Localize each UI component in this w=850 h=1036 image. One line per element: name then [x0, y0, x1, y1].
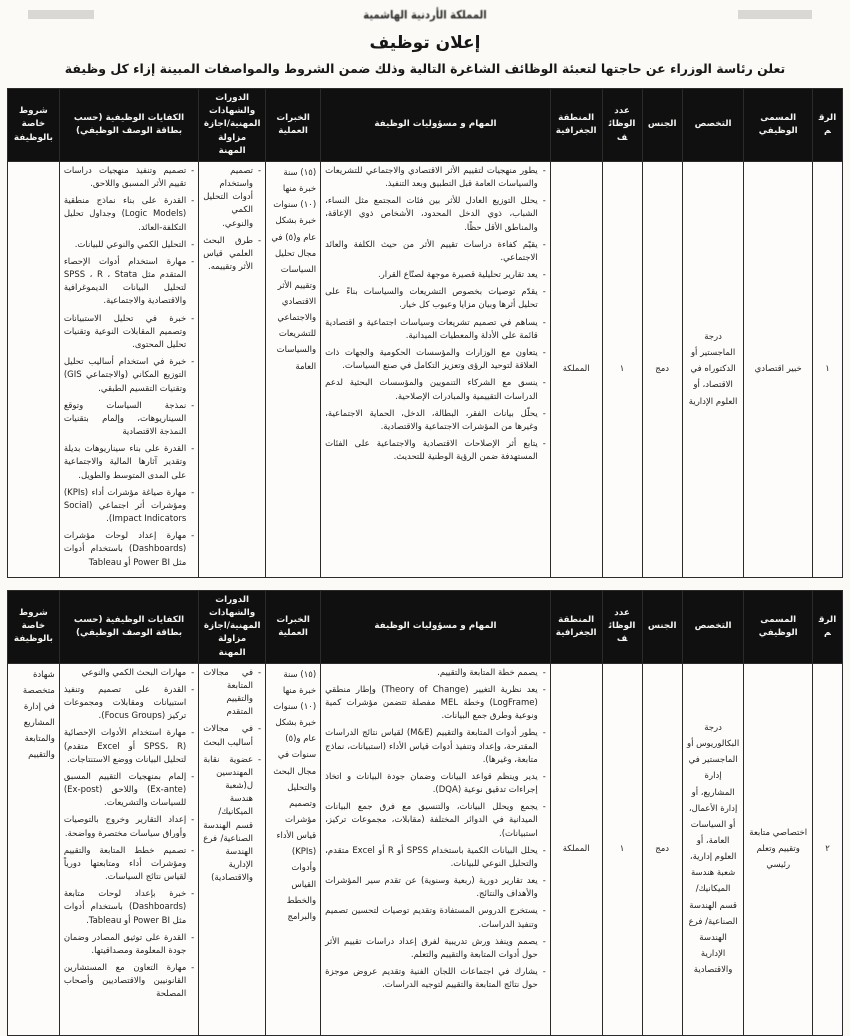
- page-title: إعلان توظيف: [369, 33, 481, 53]
- cell-region: المملكة: [550, 161, 602, 577]
- bullet-item: - إلمام بمنهجيات التقييم المسبق (Ex-ante) واللاحق (Ex-post) للسياسات والتشريعات.: [64, 771, 194, 811]
- header-competencies: الكفايات الوظيفية (حسب بطاقة الوصف الوظيفي): [59, 590, 198, 663]
- table-row: [8, 663, 843, 1035]
- bullet-item: - ينسق مع الشركاء التنمويين والمؤسسات البحثية لدعم الدراسات التقييمية والمبادرات الإصلاحية.: [325, 377, 546, 403]
- header-vacancies: عدد الوظائف: [602, 89, 642, 162]
- royal-emblem-text: المملكة الأردنية الهاشمية: [363, 9, 487, 22]
- bullet-item: - في مجالات المتابعة والتقييم المتقدم: [203, 667, 261, 720]
- bullet-item: - مهارة استخدام أدوات الإحصاء المتقدم مثل SPSS ، R ، Stata لتحليل البيانات الديموغرافية والاقتصادية والاجتماعية.: [64, 256, 194, 309]
- bullet-item: - يدير وينظم قواعد البيانات وضمان جودة البيانات و اتخاذ إجراءات تدقيق نوعية (DQA).: [325, 771, 546, 797]
- bullet-item: - يستخرج الدروس المستفادة وتقديم توصيات لتحسين تصميم وتنفيذ الدراسات.: [325, 905, 546, 931]
- cell-special-conditions: [8, 161, 60, 577]
- cell-vacancies: ١: [602, 161, 642, 577]
- header-specialization: التخصص: [682, 89, 744, 162]
- table-1-header-row: [8, 89, 843, 162]
- bullet-item: - يعد نظرية التغيير (Theory of Change) وإطار منطقي (LogFrame) وخطة MEL مفصلة تتضمن مؤشرات كمية ونوعية وطرق جمع البيانات.: [325, 684, 546, 724]
- table-2-header-row: [8, 590, 843, 663]
- bullet-item: - مهارات البحث الكمي والنوعي: [64, 667, 194, 680]
- vacancy-table-1: [7, 88, 843, 578]
- bullet-item: - خبرة في استخدام أساليب تحليل التوزيع المكاني (والاجتماعي GIS) وتقنيات التقسيم الطبقي.: [64, 356, 194, 396]
- header-region: المنطقة الجغرافية: [550, 89, 602, 162]
- bullet-item: - يتعاون مع الوزارات والمؤسسات الحكومية والجهات ذات العلاقة لتوحيد الرؤى وتعزيز التكامل في صنع السياسات.: [325, 347, 546, 373]
- cell-vacancies: ١: [602, 663, 642, 1035]
- bullet-item: - تصميم واستخدام أدوات التحليل الكمي والنوعي.: [203, 165, 261, 231]
- bullet-item: - يقيّم كفاءة دراسات تقييم الأثر من حيث الكلفة والعائد الاجتماعي.: [325, 239, 546, 265]
- header-number: الرقم: [812, 89, 842, 162]
- bullet-item: - مهارة صياغة مؤشرات أداء (KPIs) ومؤشرات أثر اجتماعي (Social Impact Indicators).: [64, 487, 194, 527]
- bullet-item: - يصمم وينفذ ورش تدريبية لفرق إعداد دراسات تقييم الأثر حول أدوات المتابعة والتقييم والتعلم.: [325, 936, 546, 962]
- bullet-item: - في مجالات أساليب البحث: [203, 723, 261, 749]
- header-special-conditions: شروط خاصة بالوظيفة: [8, 89, 60, 162]
- announcement-subtitle: تعلن رئاسة الوزراء عن حاجتها لتعبئة الوظائف الشاغرة التالية وذلك ضمن الشروط والمواصفات المبينة إزاء كل وظيفة: [64, 61, 786, 76]
- header-courses: الدورات والشهادات المهنية/اجازة مزاولة المهنة: [199, 590, 266, 663]
- bullet-item: - يساهم في تصميم تشريعات وسياسات اجتماعية و اقتصادية قائمة على الأدلة والمعطيات الميدانية.: [325, 317, 546, 343]
- bullet-item: - القدرة على بناء نماذج منطقية (Logic Models) وجداول تحليل التكلفة-العائد.: [64, 195, 194, 235]
- bullet-item: - مهارة التعاون مع المستشارين القانونيين والاقتصاديين وأصحاب المصلحة: [64, 962, 194, 1002]
- header-number: الرقم: [812, 590, 842, 663]
- cell-courses: [199, 663, 266, 1035]
- bullet-item: - يعد تقارير تحليلية قصيرة موجهة لصنّاع القرار.: [325, 269, 546, 282]
- header-region: المنطقة الجغرافية: [550, 590, 602, 663]
- bullet-item: - يتابع أثر الإصلاحات الاقتصادية والاجتماعية على الفئات المستهدفة ضمن الرؤية الوطنية للتحديث.: [325, 438, 546, 464]
- bullet-item: - عضوية نقابة المهندسين ل(شعبة هندسة الميكانيك/ قسم الهندسة الصناعية/ فرع الهندسة الإدارية والاقتصادية): [203, 754, 261, 886]
- bullet-item: - يصمم خطة المتابعة والتقييم.: [325, 667, 546, 680]
- bullet-item: - يطور منهجيات لتقييم الأثر الاقتصادي والاجتماعي للتشريعات والسياسات العامة قبل التطبيق وبعد التنفيذ.: [325, 165, 546, 191]
- bullet-item: - مهارة استخدام الأدوات الإحصائية (SPSS، R أو Excel متقدم) لتحليل البيانات ووضع الاستنتاجات.: [64, 727, 194, 767]
- cell-number: ١: [812, 161, 842, 577]
- bullet-item: - يحلل البيانات الكمية باستخدام SPSS أو R أو Excel متقدم، والتحليل النوعي للبيانات.: [325, 845, 546, 871]
- header-tasks: المهام و مسؤوليات الوظيفة: [321, 590, 551, 663]
- header-job-title: المسمى الوظيفي: [744, 89, 812, 162]
- cell-region: المملكة: [550, 663, 602, 1035]
- header-experience: الخبرات العملية: [266, 590, 321, 663]
- bullet-item: - مهارة إعداد لوحات مؤشرات (Dashboards) باستخدام أدوات مثل Power BI أو Tableau: [64, 530, 194, 570]
- cell-job-title: اختصاصي متابعة وتقييم وتعلم رئيسي: [744, 663, 812, 1035]
- cell-tasks: [321, 161, 551, 577]
- header-specialization: التخصص: [682, 590, 744, 663]
- bullet-item: - يحلّل بيانات الفقر، البطالة، الدخل، الحماية الاجتماعية، وغيرها من المؤشرات الاجتماعية والاقتصادية.: [325, 408, 546, 434]
- bullet-item: - طرق البحث العلمي قياس الأثر وتقييمه.: [203, 235, 261, 275]
- bullet-item: - يطور أدوات المتابعة والتقييم (M&E) لقياس نتائج الدراسات المقترحة، وإعداد وتنفيذ أدوات قياس الأداء (استبيانات، نماذج متابعة، وغيرها).: [325, 727, 546, 767]
- header-job-title: المسمى الوظيفي: [744, 590, 812, 663]
- bullet-item: - يقدّم توصيات بخصوص التشريعات والسياسات بناءً على تحليل أثرها وبيان مزايا وعيوب كل خيار.: [325, 286, 546, 312]
- cell-specialization: درجة الماجستير أو الدكتوراه في الاقتصاد، أو العلوم الإدارية: [682, 161, 744, 577]
- bullet-item: - القدرة على بناء سيناريوهات بديلة وتقدير آثارها المالية والاجتماعية على المدى المتوسط والطويل.: [64, 443, 194, 483]
- cell-gender: دمج: [642, 161, 682, 577]
- header-gender: الجنس: [642, 89, 682, 162]
- cell-gender: دمج: [642, 663, 682, 1035]
- header-experience: الخبرات العملية: [266, 89, 321, 162]
- cell-experience: (١٥) سنة خبرة منها (١٠) سنوات خبرة بشكل عام و(٥) في مجال تحليل السياسات وتقييم الأثر الاقتصادي والاجتماعي للتشريعات والسياسات العامة: [266, 161, 321, 577]
- bullet-item: - يشارك في اجتماعات اللجان الفنية وتقديم عروض موجزة حول نتائج المتابعة والتقييم لتوجيه الدراسات.: [325, 966, 546, 992]
- bullet-item: - التحليل الكمي والنوعي للبيانات.: [64, 239, 194, 252]
- bullet-item: - القدرة على توثيق المصادر وضمان جودة المعلومة ومصداقيتها.: [64, 932, 194, 958]
- bullet-item: - يعد تقارير دورية (ربعية وسنوية) عن تقدم سير المؤشرات والأهداف والنتائج.: [325, 875, 546, 901]
- header-gender: الجنس: [642, 590, 682, 663]
- header-special-conditions: شروط خاصة بالوظيفة: [8, 590, 60, 663]
- cell-specialization: درجة البكالوريوس أو الماجستير في إدارة المشاريع، أو إدارة الأعمال، أو السياسات العامة، أو العلوم إدارية، شعبة هندسة الميكانيك/ قسم الهندسة الصناعية/ فرع الهندسة الإدارية والاقتصادية: [682, 663, 744, 1035]
- cell-special-conditions: شهادة متخصصة في إدارة المشاريع والمتابعة والتقييم: [8, 663, 60, 1035]
- cell-courses: [199, 161, 266, 577]
- cell-tasks: [321, 663, 551, 1035]
- bullet-item: - يجمع ويحلل البيانات، والتنسيق مع فرق جمع البيانات الميدانية في الدوائر المختلفة (مقابلات، مجموعات تركيز، استبيانات).: [325, 801, 546, 841]
- bullet-item: - تصميم خطط المتابعة والتقييم ومؤشرات أداء ومتابعتها دورياً لقياس نتائج السياسات.: [64, 845, 194, 885]
- table-row: [8, 161, 843, 577]
- cell-competencies: [59, 161, 198, 577]
- vacancy-table-2: [7, 590, 843, 1036]
- bullet-item: - خبرة بإعداد لوحات متابعة (Dashboards) باستخدام أدوات مثل Power BI أو Tableau.: [64, 888, 194, 928]
- bullet-item: - القدرة على تصميم وتنفيذ استبيانات ومقابلات ومجموعات تركيز (Focus Groups).: [64, 684, 194, 724]
- bullet-item: - تصميم وتنفيذ منهجيات دراسات تقييم الأثر المسبق واللاحق.: [64, 165, 194, 191]
- bullet-item: - يحلل التوزيع العادل للأثر بين فئات المجتمع مثل النساء، الشباب، ذوي الدخل المحدود، الأشخاص ذوي الإعاقة، والمناطق الأقل حظًا.: [325, 195, 546, 235]
- cell-number: ٢: [812, 663, 842, 1035]
- header-competencies: الكفايات الوظيفية (حسب بطاقة الوصف الوظيفي): [59, 89, 198, 162]
- header-tasks: المهام و مسؤوليات الوظيفة: [321, 89, 551, 162]
- cell-competencies: [59, 663, 198, 1035]
- scanned-job-announcement-page: [0, 9, 850, 1000]
- header-courses: الدورات والشهادات المهنية/اجازة مزاولة المهنة: [199, 89, 266, 162]
- bullet-item: - إعداد التقارير وخروج بالتوصيات وأوراق سياسات مختصرة وواضحة.: [64, 814, 194, 840]
- header-vacancies: عدد الوظائف: [602, 590, 642, 663]
- cell-job-title: خبير اقتصادي: [744, 161, 812, 577]
- bullet-item: - نمذجة السياسات وتوقع السيناريوهات، وإلمام بتقنيات النمذجة الاقتصادية: [64, 400, 194, 440]
- cell-experience: (١٥) سنة خبرة منها (١٠) سنوات خبرة بشكل عام و(٥) سنوات في مجال البحث والتحليل وتصميم مؤشرات قياس الأداء (KPIs) وأدوات القياس والخطط والبرامج: [266, 663, 321, 1035]
- bullet-item: - خبرة في تحليل الاستبيانات وتصميم المقابلات النوعية وتقنيات تحليل المحتوى.: [64, 313, 194, 353]
